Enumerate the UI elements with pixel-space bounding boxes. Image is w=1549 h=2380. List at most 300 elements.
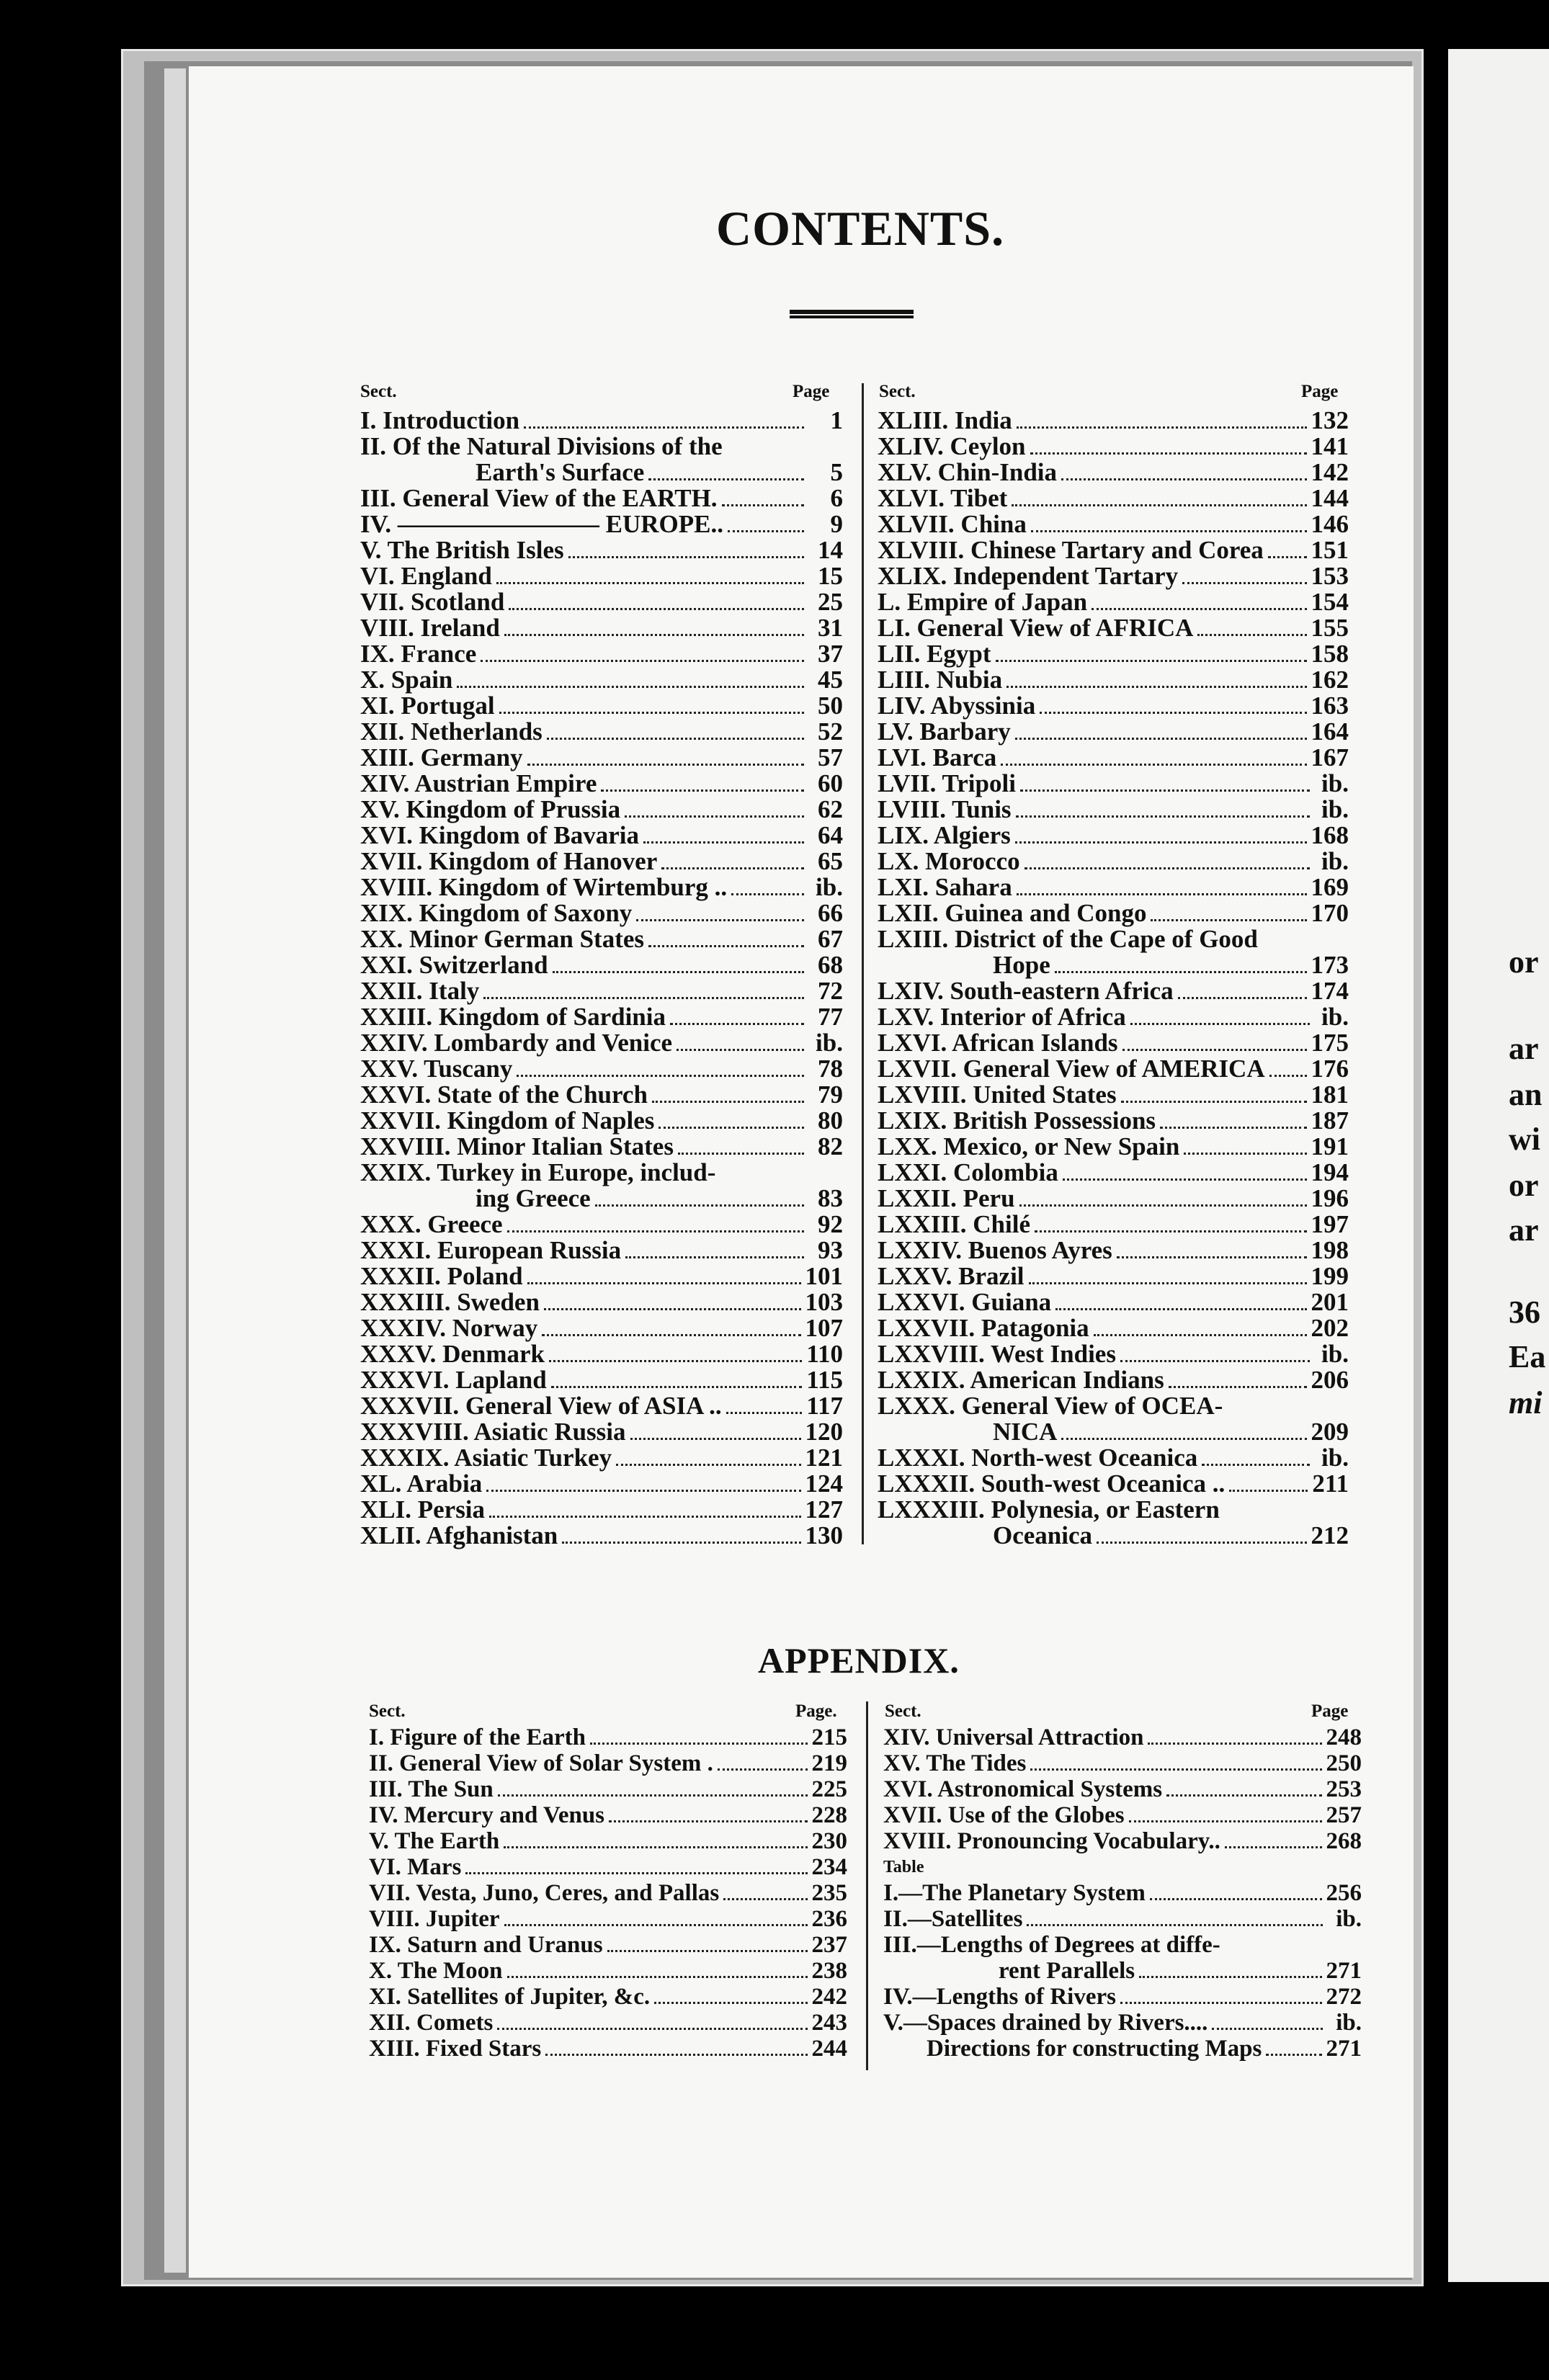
toc-entry-title: LI. General View of AFRICA [878, 614, 1194, 642]
toc-entry [360, 1134, 843, 1160]
toc-entry-title: XLIII. India [878, 406, 1012, 434]
toc-entry-page: 50 [818, 692, 843, 720]
toc-entry [878, 1471, 1349, 1497]
toc-entry-title: LXXI. Colombia [878, 1158, 1058, 1186]
toc-entry [369, 2036, 847, 2062]
toc-entry-title: XIX. Kingdom of Saxony [360, 899, 633, 927]
leader-dots [1122, 1049, 1307, 1051]
toc-entry-page: ib. [1321, 1340, 1349, 1368]
toc-entry-page: 219 [811, 1750, 847, 1776]
leader-dots [1001, 764, 1306, 766]
toc-entry [360, 1367, 843, 1393]
toc-entry-page: 176 [1311, 1055, 1349, 1083]
leader-dots [547, 738, 804, 740]
toc-entry-title: XVIII. Kingdom of Wirtemburg .. [360, 873, 728, 901]
toc-entry-page: 256 [1326, 1880, 1362, 1906]
appendix-title: APPENDIX. [758, 1640, 960, 1681]
toc-entry-title: I.—The Planetary System [883, 1880, 1146, 1906]
toc-entry [878, 797, 1349, 823]
toc-entry [883, 1906, 1362, 1932]
toc-entry-title: IV. ———————— EUROPE.. [360, 510, 723, 538]
toc-entry-page: ib. [1321, 1003, 1349, 1031]
toc-entry-title: XXXIX. Asiatic Turkey [360, 1444, 612, 1472]
toc-entry-title: LXV. Interior of Africa [878, 1003, 1126, 1031]
toc-entry-title: LXXII. Peru [878, 1184, 1015, 1212]
leader-dots [678, 1153, 804, 1155]
leader-dots [1061, 478, 1306, 480]
leader-dots [1197, 634, 1306, 636]
leader-dots [625, 815, 804, 818]
toc-entry [360, 1108, 843, 1134]
toc-entry [878, 511, 1349, 537]
toc-entry-page: 144 [1311, 484, 1349, 512]
toc-entry-title: XIV. Austrian Empire [360, 769, 597, 797]
toc-entry [883, 1802, 1362, 1828]
toc-entry [369, 1880, 847, 1906]
leader-dots [1015, 738, 1307, 740]
leader-dots [504, 1846, 807, 1848]
toc-entry [360, 926, 843, 952]
leader-dots [1117, 1256, 1307, 1258]
toc-entry-page: 248 [1326, 1724, 1362, 1750]
toc-entry-page: 158 [1311, 640, 1349, 668]
leader-dots [527, 1282, 801, 1284]
leader-dots [1166, 1794, 1321, 1797]
toc-entry [360, 615, 843, 641]
leader-dots [996, 660, 1307, 662]
leader-dots [1169, 1386, 1307, 1388]
toc-entry [360, 1160, 843, 1186]
toc-entry [360, 1212, 843, 1238]
toc-entry [369, 1932, 847, 1958]
toc-entry-page: ib. [1321, 1444, 1349, 1472]
toc-entry-title: LXVI. African Islands [878, 1029, 1118, 1057]
toc-entry-title: XL. Arabia [360, 1469, 483, 1498]
toc-entry [878, 1367, 1349, 1393]
facing-text-fragment: ar [1509, 1031, 1539, 1066]
toc-entry-page: 15 [818, 562, 843, 590]
toc-entry-page: 93 [818, 1236, 843, 1264]
left-sect-header: Sect. [360, 382, 397, 401]
toc-entry-title: VIII. Jupiter [369, 1906, 500, 1932]
toc-entry-page: 257 [1326, 1802, 1362, 1828]
toc-entry-title: LXI. Sahara [878, 873, 1012, 901]
toc-entry [878, 771, 1349, 797]
leader-dots [1269, 1075, 1307, 1077]
leader-dots [1120, 1360, 1310, 1362]
toc-entry-page: 155 [1311, 614, 1349, 642]
leader-dots [1031, 530, 1307, 532]
toc-entry [878, 434, 1349, 460]
toc-entry-title: III. General View of the EARTH. [360, 484, 718, 512]
toc-entry-title: LXXIII. Chilé [878, 1210, 1030, 1238]
leader-dots [1160, 1127, 1306, 1129]
toc-entry-page: ib. [1321, 795, 1349, 823]
leader-dots [677, 1049, 804, 1051]
toc-entry-title: rent Parallels [999, 1958, 1135, 1984]
toc-entry-page: 235 [811, 1880, 847, 1906]
leader-dots [551, 1386, 803, 1388]
toc-entry [878, 693, 1349, 719]
contents-left-column [360, 408, 843, 1549]
toc-entry-page: 167 [1311, 743, 1349, 771]
toc-entry-title: XVI. Astronomical Systems [883, 1776, 1163, 1802]
toc-entry-title: XXXIV. Norway [360, 1314, 538, 1342]
toc-entry-page: 272 [1326, 1984, 1362, 2010]
toc-entry [360, 719, 843, 745]
toc-entry-page: 194 [1311, 1158, 1349, 1186]
toc-entry-page: 215 [811, 1724, 847, 1750]
toc-entry [878, 823, 1349, 849]
toc-entry [878, 1523, 1349, 1549]
toc-entry-page: 174 [1311, 977, 1349, 1005]
leader-dots [1015, 841, 1307, 844]
toc-entry-title: XXIX. Turkey in Europe, includ- [360, 1158, 716, 1186]
toc-entry-title: XXVI. State of the Church [360, 1081, 648, 1109]
toc-entry [369, 2010, 847, 2036]
leader-dots [1150, 1898, 1322, 1900]
leader-dots [1202, 1464, 1310, 1466]
leader-dots [630, 1438, 801, 1440]
toc-entry [360, 1445, 843, 1471]
toc-entry [878, 900, 1349, 926]
toc-entry-page: 68 [818, 951, 843, 979]
appendix-left-page-header: Page. [795, 1701, 837, 1721]
leader-dots [553, 971, 804, 973]
leader-dots [1017, 893, 1307, 895]
toc-entry-page: 199 [1311, 1262, 1349, 1290]
toc-entry-title: XVI. Kingdom of Bavaria [360, 821, 639, 849]
toc-entry-page: 209 [1311, 1418, 1349, 1446]
toc-entry-title: LXXVII. Patagonia [878, 1314, 1089, 1342]
toc-entry-title: XXXIII. Sweden [360, 1288, 540, 1316]
toc-entry-title: LVIII. Tunis [878, 795, 1012, 823]
leader-dots [545, 2054, 807, 2056]
toc-entry [369, 1776, 847, 1802]
toc-entry [360, 1186, 843, 1212]
toc-entry-page: 121 [805, 1444, 843, 1472]
toc-entry-title: XXVIII. Minor Italian States [360, 1132, 674, 1160]
leader-dots [1061, 1438, 1306, 1440]
toc-entry-title: XXXII. Poland [360, 1262, 523, 1290]
toc-entry [369, 1958, 847, 1984]
toc-entry-title: IV. Mercury and Venus [369, 1802, 605, 1828]
toc-entry [360, 434, 843, 460]
left-page-header: Page [793, 382, 830, 401]
contents-right-column [878, 408, 1349, 1549]
toc-entry-page: 154 [1311, 588, 1349, 616]
leader-dots [524, 426, 804, 429]
toc-entry-page: 120 [805, 1418, 843, 1446]
toc-entry [878, 563, 1349, 589]
toc-entry-title: IX. Saturn and Uranus [369, 1932, 603, 1958]
toc-entry-page: 173 [1311, 951, 1349, 979]
toc-entry-title: X. Spain [360, 666, 453, 694]
toc-entry-page: 6 [830, 484, 843, 512]
toc-entry-title: XXI. Switzerland [360, 951, 548, 979]
leader-dots [1055, 971, 1307, 973]
toc-entry [878, 1160, 1349, 1186]
leader-dots [465, 1872, 807, 1874]
toc-entry-page: 83 [818, 1184, 843, 1212]
toc-entry-page: 181 [1311, 1081, 1349, 1109]
leader-dots [568, 556, 804, 558]
toc-entry [360, 952, 843, 978]
toc-entry-page: 65 [818, 847, 843, 875]
leader-dots [1019, 1204, 1307, 1207]
leader-dots [527, 764, 804, 766]
leader-dots [499, 712, 804, 714]
leader-dots [607, 1950, 808, 1952]
leader-dots [1063, 1178, 1307, 1181]
toc-entry-page: 197 [1311, 1210, 1349, 1238]
toc-entry-title: XLVI. Tibet [878, 484, 1008, 512]
toc-entry-page: ib. [816, 1029, 843, 1057]
toc-entry-title: LIX. Algiers [878, 821, 1011, 849]
toc-entry-page: ib. [1336, 2010, 1362, 2036]
toc-entry-page: 132 [1311, 406, 1349, 434]
leader-dots [636, 919, 804, 921]
toc-entry-title: XV. The Tides [883, 1750, 1027, 1776]
toc-entry-page: 9 [830, 510, 843, 538]
toc-entry [878, 460, 1349, 486]
toc-entry-page: 103 [805, 1288, 843, 1316]
facing-text-fragment: mi [1509, 1385, 1543, 1421]
leader-dots [648, 945, 804, 947]
facing-text-fragment: Ea [1509, 1339, 1546, 1374]
appendix-left-column [369, 1724, 847, 2062]
leader-dots [549, 1360, 802, 1362]
toc-entry-page: 5 [830, 458, 843, 486]
leader-dots [509, 608, 804, 610]
toc-entry-title: XLVII. China [878, 510, 1027, 538]
leader-dots [457, 686, 804, 688]
leader-dots [1017, 426, 1307, 429]
toc-entry-page: 14 [818, 536, 843, 564]
leader-dots [728, 530, 804, 532]
toc-entry-title: II.—Satellites [883, 1906, 1023, 1932]
toc-entry-title: Oceanica [993, 1521, 1093, 1549]
toc-entry [878, 1212, 1349, 1238]
leader-dots [1016, 815, 1310, 818]
toc-entry-page: 225 [811, 1776, 847, 1802]
leader-dots [542, 1334, 800, 1336]
toc-entry-page: ib. [1336, 1906, 1362, 1932]
toc-entry [878, 537, 1349, 563]
leader-dots [483, 997, 804, 999]
toc-entry-page: 164 [1311, 717, 1349, 746]
toc-entry [369, 1724, 847, 1750]
toc-entry-title: XXII. Italy [360, 977, 480, 1005]
toc-entry [878, 745, 1349, 771]
leader-dots [590, 1742, 808, 1745]
toc-entry-title: V.—Spaces drained by Rivers.... [883, 2010, 1208, 2036]
toc-entry-page: 202 [1311, 1314, 1349, 1342]
toc-entry-page: 31 [818, 614, 843, 642]
toc-entry [878, 874, 1349, 900]
right-sect-header: Sect. [879, 382, 916, 401]
toc-entry [360, 978, 843, 1004]
toc-entry-page: 52 [818, 717, 843, 746]
leader-dots [1055, 1308, 1306, 1310]
facing-page-fragment [1448, 49, 1549, 2282]
toc-entry-page: 62 [818, 795, 843, 823]
toc-entry [360, 1419, 843, 1445]
toc-entry-title: V. The British Isles [360, 536, 564, 564]
toc-entry [878, 1082, 1349, 1108]
leader-dots [723, 1898, 807, 1900]
toc-entry [878, 1108, 1349, 1134]
leader-dots [1020, 789, 1310, 792]
toc-entry [878, 1497, 1349, 1523]
leader-dots [1035, 1230, 1307, 1232]
toc-entry [878, 719, 1349, 745]
toc-entry-page: 230 [811, 1828, 847, 1854]
toc-entry [878, 1393, 1349, 1419]
toc-entry-title: LXII. Guinea and Congo [878, 899, 1147, 927]
leader-dots [661, 867, 804, 869]
toc-entry [360, 589, 843, 615]
toc-entry [878, 952, 1349, 978]
toc-entry [883, 1932, 1362, 1958]
toc-entry-page: 72 [818, 977, 843, 1005]
toc-entry-title: Hope [993, 951, 1050, 979]
facing-text-fragment: or [1509, 944, 1539, 980]
toc-entry-title: XX. Minor German States [360, 925, 645, 953]
toc-entry [878, 589, 1349, 615]
toc-entry-page: 228 [811, 1802, 847, 1828]
facing-text-fragment: wi [1509, 1122, 1540, 1157]
toc-entry-page: 201 [1311, 1288, 1349, 1316]
toc-entry-page: 115 [806, 1366, 843, 1394]
toc-entry-title: XXXVIII. Asiatic Russia [360, 1418, 626, 1446]
right-page-header: Page [1301, 382, 1339, 401]
toc-entry [883, 1776, 1362, 1802]
toc-entry-page: 198 [1311, 1236, 1349, 1264]
toc-entry [369, 1828, 847, 1854]
toc-entry-title: LXXIX. American Indians [878, 1366, 1164, 1394]
toc-entry [360, 537, 843, 563]
toc-entry-page: 80 [818, 1106, 843, 1135]
toc-entry-page: 64 [818, 821, 843, 849]
toc-entry-title: XII. Comets [369, 2010, 494, 2036]
toc-entry [360, 1289, 843, 1315]
leader-dots [616, 1464, 800, 1466]
leader-dots [1266, 2054, 1321, 2056]
toc-entry-page: 78 [818, 1055, 843, 1083]
toc-entry-page: 234 [811, 1854, 847, 1880]
leader-dots [1178, 997, 1307, 999]
toc-entry [360, 1471, 843, 1497]
toc-entry-title: X. The Moon [369, 1958, 503, 1984]
toc-entry [360, 1056, 843, 1082]
leader-dots [643, 841, 804, 844]
toc-entry-title: XLI. Persia [360, 1495, 486, 1524]
toc-entry-title: II. General View of Solar System . [369, 1750, 713, 1776]
toc-entry-title: XXVII. Kingdom of Naples [360, 1106, 655, 1135]
leader-dots [652, 1101, 804, 1103]
leader-dots [726, 1412, 803, 1414]
toc-entry-page: 141 [1311, 432, 1349, 460]
toc-entry-page: 175 [1311, 1029, 1349, 1057]
toc-entry [878, 1238, 1349, 1263]
leader-dots [489, 1516, 800, 1518]
toc-entry [883, 1880, 1362, 1906]
leader-dots [1097, 1542, 1306, 1544]
toc-entry-title: LXXV. Brazil [878, 1262, 1025, 1290]
toc-entry-page: 271 [1326, 1958, 1362, 1984]
toc-entry [360, 900, 843, 926]
leader-dots [1212, 2028, 1323, 2030]
toc-entry [878, 1341, 1349, 1367]
toc-entry [883, 1750, 1362, 1776]
toc-entry-title: ing Greece [476, 1184, 591, 1212]
toc-entry-title: XXIV. Lombardy and Venice [360, 1029, 673, 1057]
toc-entry-title: Table [883, 1858, 924, 1876]
toc-entry [878, 1004, 1349, 1030]
leader-dots [562, 1542, 800, 1544]
leader-dots [1268, 556, 1307, 558]
facing-text-fragment: ar [1509, 1212, 1539, 1248]
toc-entry [883, 1984, 1362, 2010]
leader-dots [1006, 686, 1306, 688]
toc-entry-title: IV.—Lengths of Rivers [883, 1984, 1116, 2010]
toc-entry-title: LXXVIII. West Indies [878, 1340, 1116, 1368]
toc-entry [878, 1186, 1349, 1212]
toc-entry-title: XVII. Kingdom of Hanover [360, 847, 658, 875]
toc-entry-title: VII. Scotland [360, 588, 505, 616]
toc-entry-page: 45 [818, 666, 843, 694]
leader-dots [609, 1820, 807, 1822]
leader-dots [1121, 1101, 1307, 1103]
toc-entry-title: XIII. Germany [360, 743, 523, 771]
leader-dots [504, 1924, 808, 1926]
toc-entry [369, 1802, 847, 1828]
leader-dots [1229, 1490, 1308, 1492]
toc-entry-page: 151 [1311, 536, 1349, 564]
leader-dots [718, 1768, 808, 1771]
toc-entry [878, 1445, 1349, 1471]
toc-entry [360, 486, 843, 511]
toc-entry-title: XXIII. Kingdom of Sardinia [360, 1003, 666, 1031]
leader-dots [1092, 608, 1306, 610]
toc-entry-title: III. The Sun [369, 1776, 494, 1802]
appendix-right-page-header: Page [1311, 1701, 1349, 1721]
appendix-column-divider [866, 1701, 868, 2070]
leader-dots [1225, 1846, 1322, 1848]
leader-dots [601, 789, 804, 792]
toc-entry [360, 563, 843, 589]
toc-entry-title: XIII. Fixed Stars [369, 2036, 542, 2062]
appendix-left-sect-header: Sect. [369, 1701, 406, 1721]
leader-dots [1012, 504, 1306, 506]
toc-entry-title: XLV. Chin-India [878, 458, 1058, 486]
toc-entry-page: 67 [818, 925, 843, 953]
toc-entry-page: 130 [805, 1521, 843, 1549]
toc-entry [360, 849, 843, 874]
toc-entry-page: 127 [805, 1495, 843, 1524]
toc-entry-title: LIV. Abyssinia [878, 692, 1036, 720]
toc-entry-page: 110 [806, 1340, 843, 1368]
toc-entry-page: 244 [811, 2036, 847, 2062]
toc-entry [369, 1854, 847, 1880]
toc-entry [360, 1082, 843, 1108]
toc-entry-title: XXX. Greece [360, 1210, 503, 1238]
leader-dots [1025, 867, 1310, 869]
leader-dots [1120, 2002, 1322, 2004]
toc-entry-page: ib. [1321, 847, 1349, 875]
toc-entry-page: 153 [1311, 562, 1349, 590]
